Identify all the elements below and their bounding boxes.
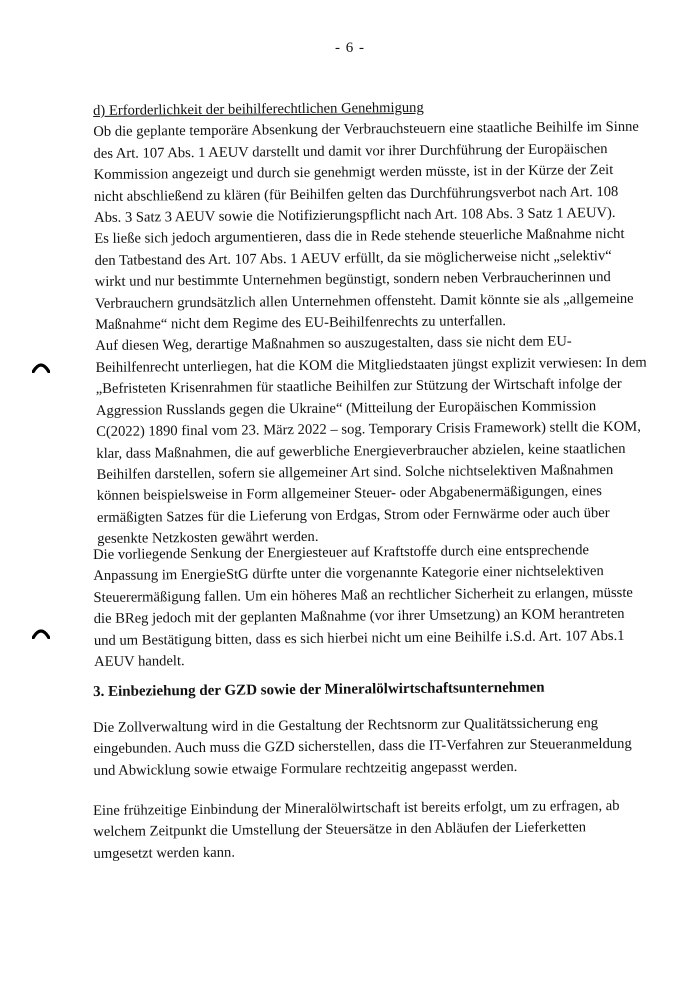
text-line: AEUV handelt. — [94, 653, 185, 671]
section-3-heading: 3. Einbeziehung der GZD sowie der Mineralölwirtschaftsunternehmen — [93, 679, 545, 700]
text-line: Beihilfenrecht unterliegen, hat die KOM die Mitgliedstaaten jüngst explizit verwiesen: In dem — [95, 354, 647, 376]
text-line: und Abwicklung sowie etwaige Formulare rechtzeitig angepasst werden. — [93, 758, 518, 779]
text-line: Verbrauchern grundsätzlich allen Unternehmen offensteht. Damit könnte sie als „allgemeine — [94, 290, 634, 312]
text-line: Kommission angezeigt und durch sie genehmigt werden müsste, ist in der Kürze der Zeit — [93, 162, 614, 184]
text-line: eingebunden. Auch muss die GZD sicherstellen, dass die IT-Verfahren zur Steueranmeldung — [93, 736, 632, 758]
text-line: ermäßigten Satzes für die Lieferung von Erdgas, Strom oder Fernwärme oder auch über — [96, 504, 610, 526]
hole-punch-mark-top — [32, 360, 50, 373]
section-d-paragraph-1 — [93, 117, 647, 550]
text-line: den Tatbestand des Art. 107 Abs. 1 AEUV erfüllt, da sie möglicherweise nicht „selektiv“ — [94, 247, 612, 269]
text-line: und um Bestätigung bitten, dass es sich hierbei nicht um eine Beihilfe i.S.d. Art. 107 Abs.1 — [93, 627, 625, 649]
text-line: Aggression Russlands gegen die Ukraine“ (Mitteilung der Europäischen Kommission — [95, 397, 597, 419]
text-line: klar, dass Maßnahmen, die auf gewerbliche Energieverbraucher abzielen, keine staatlichen — [96, 440, 626, 462]
text-line: Anpassung im EnergieStG dürfte unter die vorgenannte Kategorie einer nichtselektiven — [93, 563, 604, 585]
text-line: Es ließe sich jedoch argumentieren, dass die in Rede stehende steuerliche Maßnahme nicht — [94, 226, 625, 248]
text-line: umgesetzt werden kann. — [93, 844, 236, 862]
text-line: welchem Zeitpunkt die Umstellung der Steuersätze in den Abläufen der Lieferketten — [93, 819, 587, 841]
section-d-paragraph-2 — [93, 540, 634, 674]
text-line: des Art. 107 Abs. 1 AEUV darstellt und damit vor ihrer Durchführung der Europäischen — [93, 140, 608, 162]
text-line: Maßnahme“ nicht dem Regime des EU-Beihilfenrechts zu unterfallen. — [95, 313, 507, 334]
text-line: „Befristeten Krisenrahmen für staatliche Beihilfen zur Stützung der Wirtschaft infolge der — [95, 376, 622, 398]
text-line: C(2022) 1890 final vom 23. März 2022 – sog. Temporary Crisis Framework) stellt die KOM, — [96, 418, 641, 441]
section-d — [93, 96, 647, 551]
page-number: - 6 - — [335, 40, 365, 56]
section-d-heading: d) Erforderlichkeit der beihilferechtlichen Genehmigung — [93, 99, 424, 119]
hole-punch-mark-bottom — [32, 626, 50, 639]
section-3-paragraph-1 — [93, 713, 634, 782]
text-line: Beihilfen darstellen, sofern sie allgemeiner Art sind. Solche nichtselektiven Maßnahmen — [96, 461, 614, 483]
text-line: Eine frühzeitige Einbindung der Mineralölwirtschaft ist bereits erfolgt, um zu erfragen, ab — [93, 797, 620, 819]
text-line: die BReg jedoch mit der geplanten Maßnahme (vor ihrer Umsetzung) an KOM herantreten — [93, 606, 625, 628]
text-line: Steuerermäßigung fallen. Um ein höheres Maß an rechtlicher Sicherheit zu erlangen, müsste — [93, 584, 633, 606]
text-line: Auf diesen Weg, derartige Maßnahmen so auszugestalten, dass sie nicht dem EU- — [95, 333, 572, 355]
text-line: gesenkte Netzkosten gewährt werden. — [97, 528, 319, 548]
text-line: nicht abschließend zu klären (für Beihilfen gelten das Durchführungsverbot nach Art. 108 — [93, 183, 619, 205]
section-3-paragraph-2 — [93, 796, 634, 865]
text-line: können beispielsweise in Form allgemeiner Steuer- oder Abgabenermäßigungen, eines — [96, 483, 602, 505]
text-line: Ob die geplante temporäre Absenkung der Verbrauchsteuern eine staatliche Beihilfe im Sinne — [93, 119, 639, 141]
text-line: Die vorliegende Senkung der Energiesteuer auf Kraftstoffe durch eine entsprechende — [93, 542, 590, 563]
text-line: Die Zollverwaltung wird in die Gestaltung der Rechtsnorm zur Qualitätssicherung eng — [93, 715, 599, 736]
text-line: wirkt und nur bestimmte Unternehmen begünstigt, sondern neben Verbraucherinnen und — [94, 269, 611, 291]
text-line: Abs. 3 Satz 3 AEUV sowie die Notifizierungspflicht nach Art. 108 Abs. 3 Satz 1 AEUV). — [94, 205, 616, 227]
